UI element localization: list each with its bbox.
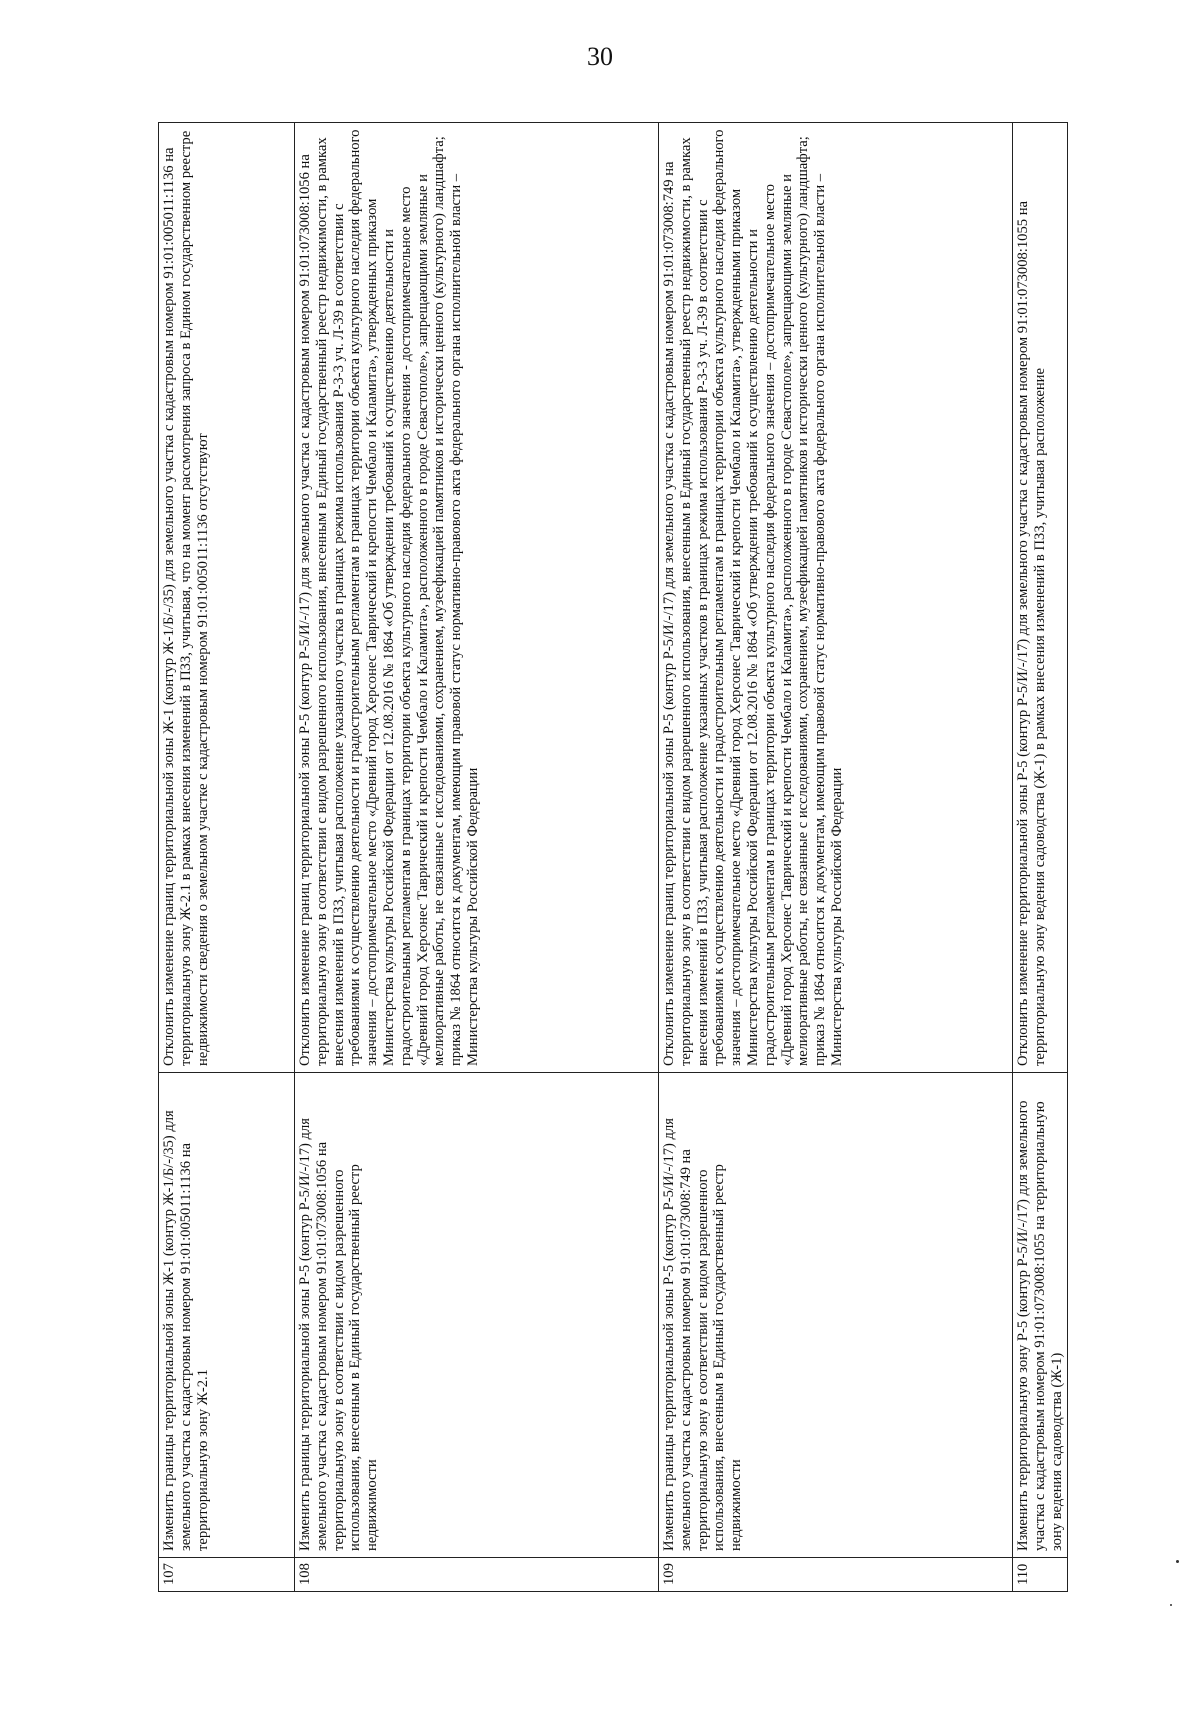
decision-text: Отклонить изменение границ территориальной зоны Р-5 (контур Р-5/И/-/17) для земельного участка с кадастровым номером 91:01:073008:1056 на территориальную зону в соответствии с видом разрешенного использования, внесенным в Единый государственный реестр недвижимости, в рамках внесения изменений в ПЗЗ, учитывая расположение указанного участка в границах режима использования Р-3-3 уч. Л-39 в соответствии с требованиями к осуществлению деятельности и градостроительным регламентам в границах территории объекта культурного наследия федерального значения – достопримечательное место «Древний город Херсонес Таврический и крепости Чембало и Каламита», утвержденных приказом Министерства культуры Российской Федерации от 12.08.2016 № 1864 «Об утверждении требований к осуществлению деятельности и градостроительным регламентам в границах территории объекта культурного наследия федерального значения - достопримечательное место «Древний город Херсонес Таврический и крепости Чембало и Каламита», расположенного в городе Севастополе», запрещающими земляные и мелиоративные работы, не связанные с исследованиями, сохранением, музеефикацией памятников и исторически ценного (культурного) ландшафта; приказ № 1864 относится к документам, имеющим правовой статус нормативно-правового акта федерального органа исполнительной власти – Министерства культуры Российской Федерации [295, 123, 659, 1073]
table-row [659, 123, 1013, 1592]
row-number: 110 [1013, 1558, 1068, 1592]
table-row [159, 123, 295, 1592]
scan-speck [1176, 1560, 1179, 1563]
row-number: 108 [295, 1558, 659, 1592]
request-text: Изменить границы территориальной зоны Р-5 (контур Р-5/И/-/17) для земельного участка с кадастровым номером 91:01:073008:1056 на территориальную зону в соответствии с видом разрешенного использования, внесенным в Единый государственный реестр недвижимости [295, 1073, 659, 1558]
row-number: 109 [659, 1558, 1013, 1592]
table-row [295, 123, 659, 1592]
page-number: 30 [587, 42, 613, 71]
decision-text: Отклонить изменение границ территориальной зоны Ж-1 (контур Ж-1/Б/-/35) для земельного участка с кадастровым номером 91:01:005011:1136 на территориальную зону Ж-2.1 в рамках внесения изменений в ПЗЗ, учитывая, что на момент рассмотрения запроса в Едином государственном реестре недвижимости сведения о земельном участке с кадастровым номером 91:01:005011:1136 отсутствуют [159, 123, 295, 1073]
scan-speck [1170, 1604, 1172, 1606]
table-row [1013, 123, 1068, 1592]
request-text: Изменить территориальную зону Р-5 (контур Р-5/И/-/17) для земельного участка с кадастровым номером 91:01:073008:1055 на территориальную зону ведения садоводства (Ж-1) [1013, 1073, 1068, 1558]
decision-text: Отклонить изменение территориальной зоны Р-5 (контур Р-5/И/-/17) для земельного участка с кадастровым номером 91:01:073008:1055 на территориальную зону ведения садоводства (Ж-1) в рамках внесения изменений в ПЗЗ, учитывая расположение [1013, 123, 1068, 1073]
decisions-table [158, 122, 1068, 1592]
request-text: Изменить границы территориальной зоны Ж-1 (контур Ж-1/Б/-/35) для земельного участка с кадастровым номером 91:01:005011:1136 на территориальную зону Ж-2.1 [159, 1073, 295, 1558]
request-text: Изменить границы территориальной зоны Р-5 (контур Р-5/И/-/17) для земельного участка с кадастровым номером 91:01:073008:749 на территориальную зону в соответствии с видом разрешенного использования, внесенным в Единый государственный реестр недвижимости [659, 1073, 1013, 1558]
row-number: 107 [159, 1558, 295, 1592]
decision-text: Отклонить изменение границ территориальной зоны Р-5 (контур Р-5/И/-/17) для земельного участка с кадастровым номером 91:01:073008:749 на территориальную зону в соответствии с видом разрешенного использования, внесенным в Единый государственный реестр недвижимости, в рамках внесения изменений в ПЗЗ, учитывая расположение указанных участков в границах режима использования Р-3-3 уч. Л-39 в соответствии с требованиями к осуществлению деятельности и градостроительным регламентам в границах территории объекта культурного наследия федерального значения – достопримечательное место «Древний город Херсонес Таврический и крепости Чембало и Каламита», утвержденными приказом Министерства культуры Российской Федерации от 12.08.2016 № 1864 «Об утверждении требований к осуществлению деятельности и градостроительным регламентам в границах территории объекта культурного наследия федерального значения – достопримечательное место «Древний город Херсонес Таврический и крепости Чембало и Каламита», расположенного в городе Севастополе», запрещающими земляные и мелиоративные работы, не связанные с исследованиями, сохранением, музеефикацией памятников и исторически ценного (культурного) ландшафта; приказ № 1864 относится к документам, имеющим правовой статус нормативно-правового акта федерального органа исполнительной власти – Министерства культуры Российской Федерации [659, 123, 1013, 1073]
rotated-table-container [158, 122, 1064, 1592]
